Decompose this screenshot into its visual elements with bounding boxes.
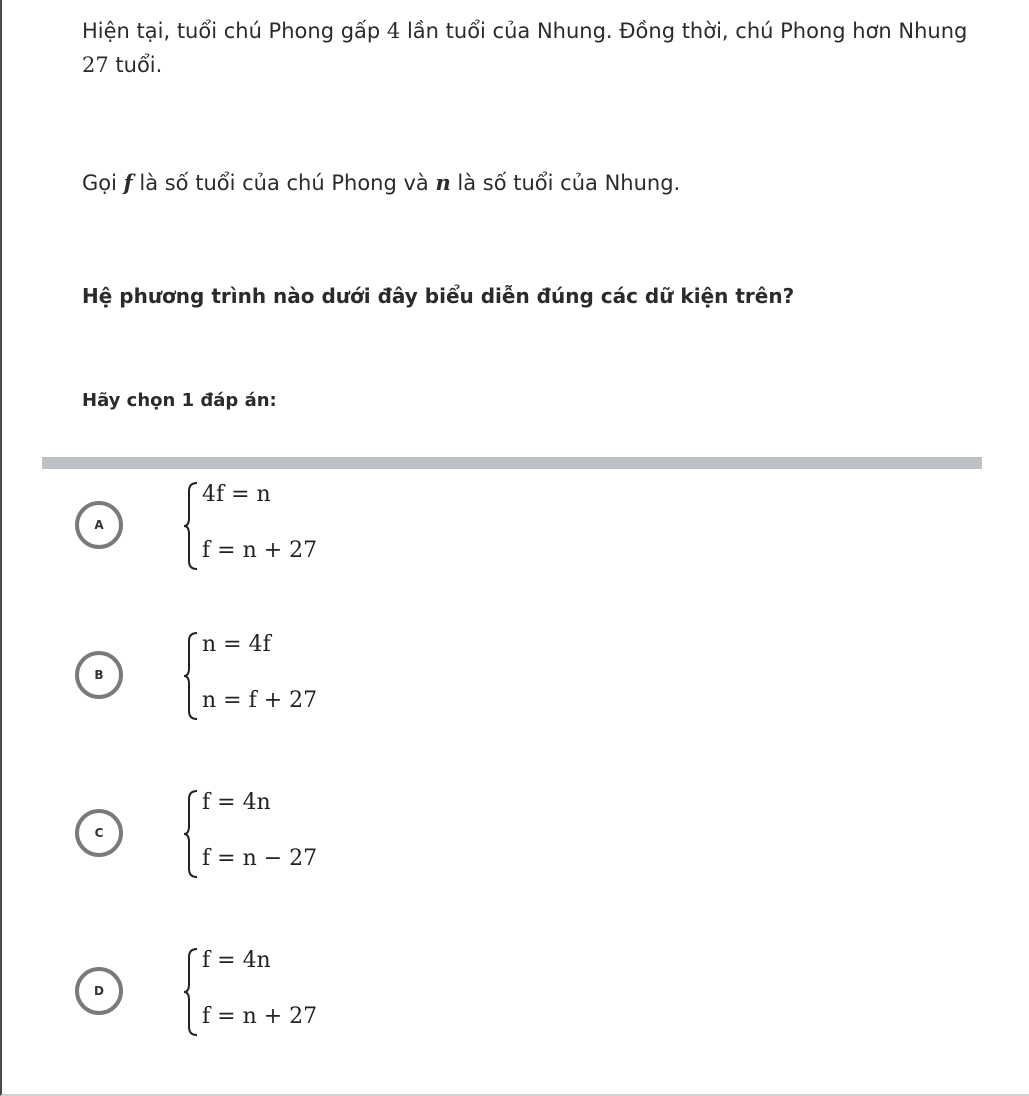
statement-number: 27 (82, 53, 109, 77)
question-content (82, 14, 982, 411)
radio-button-c[interactable]: C (75, 809, 123, 857)
answer-divider (42, 457, 982, 469)
equation-system-a (182, 480, 482, 572)
equation-2: f = n + 27 (202, 538, 318, 563)
statement-text: Hiện tại, tuổi chú Phong gấp (82, 19, 387, 43)
radio-button-d[interactable]: D (75, 967, 123, 1015)
left-brace-icon (182, 480, 200, 572)
radio-button-b[interactable]: B (75, 651, 123, 699)
problem-statement (82, 14, 982, 82)
statement-text: tuổi. (108, 53, 163, 77)
equation-system-c (182, 788, 482, 880)
variable-f: f (123, 170, 133, 195)
answer-option-b[interactable] (75, 630, 675, 730)
answer-option-c[interactable] (75, 788, 675, 888)
statement-text: lần tuổi của Nhung. Đồng thời, chú Phong hơn Nhung (400, 19, 968, 43)
definition-text: là số tuổi của Nhung. (450, 171, 681, 195)
equation-1: n = 4f (202, 632, 271, 657)
answer-option-a[interactable] (75, 480, 675, 580)
definition-text: là số tuổi của chú Phong và (132, 171, 436, 195)
choose-prompt: Hãy chọn 1 đáp án: (82, 390, 277, 411)
equation-1: f = 4n (202, 790, 271, 815)
left-brace-icon (182, 630, 200, 722)
equation-system-b (182, 630, 482, 722)
question-text: Hệ phương trình nào dưới đây biểu diễn đúng các dữ kiện trên? (82, 284, 795, 308)
equation-2: f = n + 27 (202, 1004, 318, 1029)
equation-1: 4f = n (202, 482, 271, 507)
radio-button-a[interactable]: A (75, 501, 123, 549)
equation-2: f = n − 27 (202, 846, 318, 871)
left-brace-icon (182, 788, 200, 880)
equation-2: n = f + 27 (202, 688, 318, 713)
variable-n: n (435, 170, 451, 195)
equation-1: f = 4n (202, 948, 271, 973)
left-brace-icon (182, 946, 200, 1038)
equation-system-d (182, 946, 482, 1038)
variable-definition (82, 166, 982, 200)
definition-text: Gọi (82, 171, 124, 195)
statement-number: 4 (386, 19, 401, 43)
answer-option-d[interactable] (75, 946, 675, 1046)
